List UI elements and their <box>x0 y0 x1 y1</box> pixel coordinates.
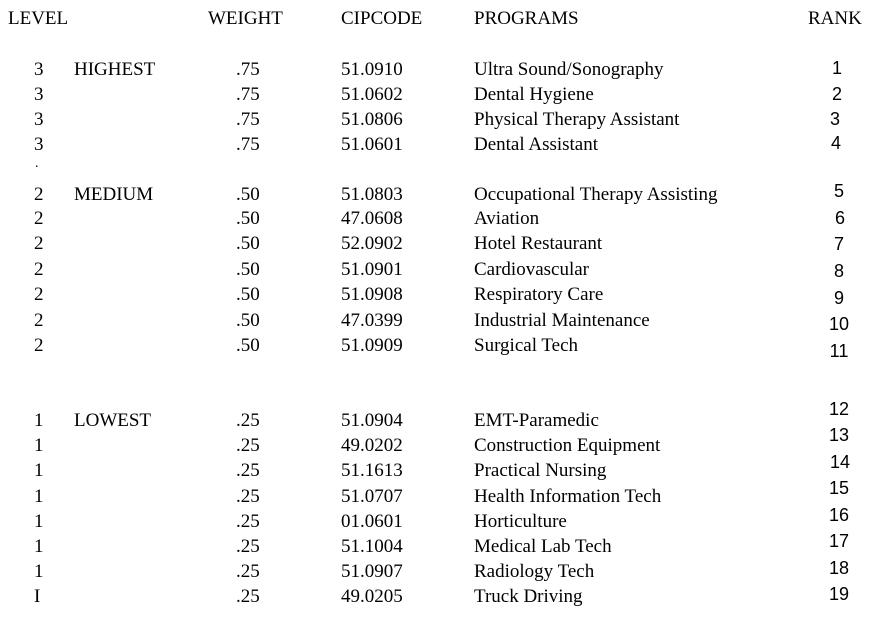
row-level: 2 <box>34 284 44 305</box>
row-level: 3 <box>34 134 44 155</box>
row-program: Hotel Restaurant <box>474 233 603 254</box>
row-level: 2 <box>34 335 44 356</box>
header-cipcode: CIPCODE <box>341 8 423 29</box>
row-weight: .50 <box>236 259 260 280</box>
row-rank: 8 <box>833 261 844 281</box>
row-rank: 19 <box>829 584 850 604</box>
row-weight: .75 <box>236 109 260 130</box>
group-label-medium: MEDIUM <box>74 184 154 205</box>
row-cipcode: 49.0205 <box>341 586 403 607</box>
row-program: Aviation <box>474 208 540 229</box>
row-cipcode: 49.0202 <box>341 435 403 456</box>
row-level: I <box>34 586 41 607</box>
row-rank: 12 <box>829 399 850 419</box>
row-program: Ultra Sound/Sonography <box>474 59 664 80</box>
row-cipcode: 51.0901 <box>341 259 403 280</box>
row-program: Radiology Tech <box>474 561 595 582</box>
header-level: LEVEL <box>8 8 69 29</box>
row-cipcode: 51.0602 <box>341 84 403 105</box>
row-rank: 17 <box>829 531 850 551</box>
row-cipcode: 51.0908 <box>341 284 403 305</box>
row-cipcode: 51.0904 <box>341 410 403 431</box>
row-weight: .50 <box>236 310 260 331</box>
row-cipcode: 01.0601 <box>341 511 403 532</box>
row-weight: .25 <box>236 561 260 582</box>
row-rank: 1 <box>831 58 842 78</box>
row-weight: .50 <box>236 284 260 305</box>
row-program: Dental Assistant <box>474 134 599 155</box>
row-cipcode: 51.0806 <box>341 109 403 130</box>
row-rank: 18 <box>829 558 850 578</box>
row-rank: 9 <box>833 288 844 308</box>
header-programs: PROGRAMS <box>474 8 579 29</box>
row-rank: 13 <box>829 425 850 445</box>
row-rank: 6 <box>834 208 845 228</box>
row-program: Practical Nursing <box>474 460 607 481</box>
row-level: 3 <box>34 84 44 105</box>
row-rank: 2 <box>831 84 842 104</box>
row-cipcode: 51.0909 <box>341 335 403 356</box>
row-rank: 4 <box>830 133 841 153</box>
row-level: 1 <box>34 536 44 557</box>
row-weight: .50 <box>236 184 260 205</box>
row-cipcode: 47.0608 <box>341 208 403 229</box>
row-program: Respiratory Care <box>474 284 604 305</box>
group-label-lowest: LOWEST <box>74 410 152 431</box>
row-cipcode: 51.1004 <box>341 536 403 557</box>
row-weight: .75 <box>236 59 260 80</box>
row-level: 2 <box>34 259 44 280</box>
row-program: Cardiovascular <box>474 259 590 280</box>
row-program: Truck Driving <box>474 586 583 607</box>
row-level: 1 <box>34 410 44 431</box>
row-level: 1 <box>34 561 44 582</box>
row-level: 1 <box>34 511 44 532</box>
row-level: 1 <box>34 460 44 481</box>
separator-dot: . <box>35 156 39 171</box>
row-program: Health Information Tech <box>474 486 662 507</box>
row-level: 3 <box>34 59 44 80</box>
row-rank: 15 <box>829 478 850 498</box>
row-program: Industrial Maintenance <box>474 310 650 331</box>
header-weight: WEIGHT <box>208 8 283 29</box>
row-weight: .75 <box>236 134 260 155</box>
row-program: Construction Equipment <box>474 435 661 456</box>
row-level: 2 <box>34 233 44 254</box>
row-cipcode: 51.0803 <box>341 184 403 205</box>
row-rank: 11 <box>829 341 849 361</box>
row-program: Dental Hygiene <box>474 84 594 105</box>
row-program: Medical Lab Tech <box>474 536 612 557</box>
row-weight: .25 <box>236 486 260 507</box>
row-cipcode: 51.0907 <box>341 561 403 582</box>
row-level: 1 <box>34 486 44 507</box>
row-program: Occupational Therapy Assisting <box>474 184 718 205</box>
row-weight: .25 <box>236 410 260 431</box>
row-weight: .50 <box>236 335 260 356</box>
header-rank: RANK <box>808 8 862 29</box>
row-rank: 16 <box>829 505 850 525</box>
row-level: 2 <box>34 208 44 229</box>
row-cipcode: 51.0707 <box>341 486 403 507</box>
row-weight: .50 <box>236 233 260 254</box>
row-weight: .25 <box>236 536 260 557</box>
row-rank: 7 <box>833 234 844 254</box>
row-level: 2 <box>34 184 44 205</box>
row-program: Surgical Tech <box>474 335 579 356</box>
row-cipcode: 51.0601 <box>341 134 403 155</box>
row-weight: .75 <box>236 84 260 105</box>
row-weight: .25 <box>236 586 260 607</box>
row-level: 2 <box>34 310 44 331</box>
row-weight: .25 <box>236 511 260 532</box>
row-cipcode: 51.0910 <box>341 59 403 80</box>
row-level: 3 <box>34 109 44 130</box>
row-weight: .25 <box>236 460 260 481</box>
row-weight: .25 <box>236 435 260 456</box>
row-rank: 5 <box>833 181 844 201</box>
row-program: Physical Therapy Assistant <box>474 109 680 130</box>
row-cipcode: 51.1613 <box>341 460 403 481</box>
row-level: 1 <box>34 435 44 456</box>
row-cipcode: 47.0399 <box>341 310 403 331</box>
row-weight: .50 <box>236 208 260 229</box>
row-rank: 10 <box>829 314 850 334</box>
group-label-highest: HIGHEST <box>74 59 156 80</box>
row-cipcode: 52.0902 <box>341 233 403 254</box>
row-rank: 3 <box>829 109 840 129</box>
row-program: Horticulture <box>474 511 567 532</box>
row-program: EMT-Paramedic <box>474 410 599 431</box>
row-rank: 14 <box>830 452 851 472</box>
